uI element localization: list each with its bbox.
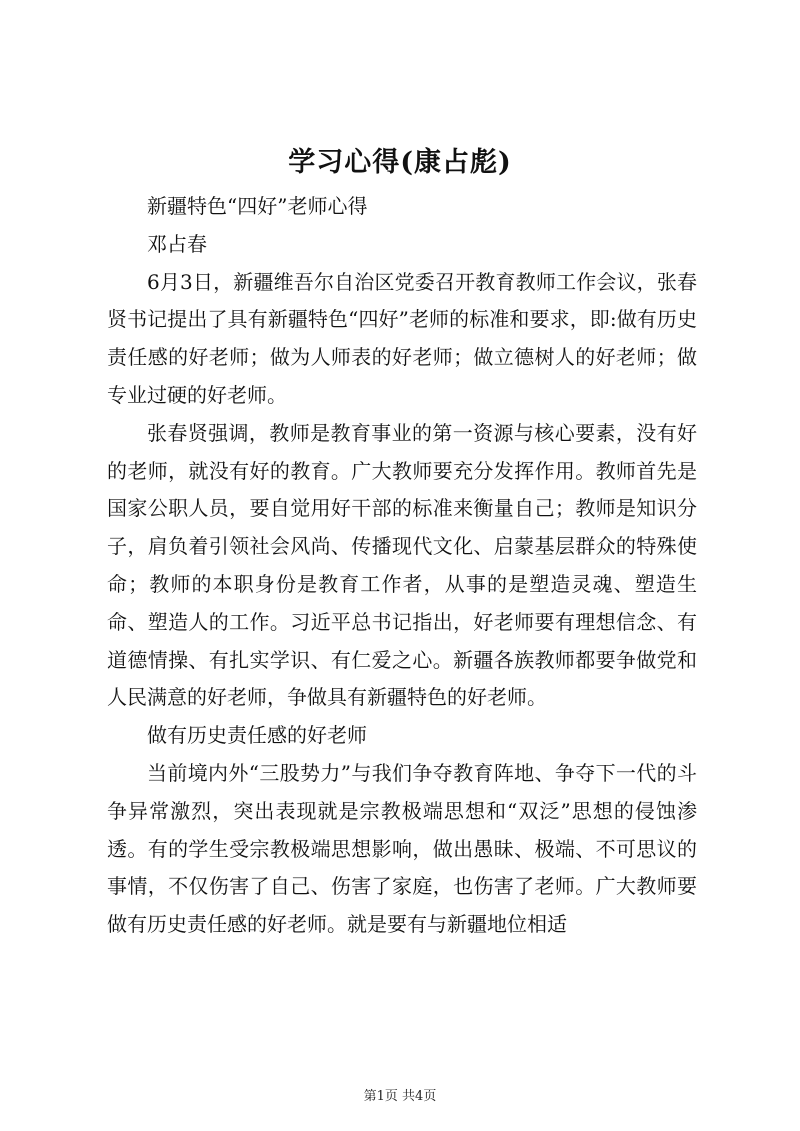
paragraph-current-situation: 当前境内外“三股势力”与我们争夺教育阵地、争夺下一代的斗争异常激烈，突出表现就是宗教极端思想和“双泛”思想的侵蚀渗透。有的学生受宗教极端思想影响，做出愚昧、极端、不可思议的事情，不仅伤害了自己、伤害了家庭，也伤害了老师。广大教师要做有历史责任感的好老师。就是要有与新疆地位相适 [107,760,697,937]
document-body [107,188,697,944]
paragraph-emphasis: 张春贤强调，教师是教育事业的第一资源与核心要素，没有好的老师，就没有好的教育。广大教师要充分发挥作用。教师首先是国家公职人员，要自觉用好干部的标准来衡量自己；教师是知识分子，肩负着引领社会风尚、传播现代文化、启蒙基层群众的特殊使命；教师的本职身份是教育工作者，从事的是塑造灵魂、塑造生命、塑造人的工作。习近平总书记指出，好老师要有理想信念、有道德情操、有扎实学识、有仁爱之心。新疆各族教师都要争做党和人民满意的好老师，争做具有新疆特色的好老师。 [107,420,697,710]
paragraph-subtitle: 新疆特色“四好”老师心得 [147,194,368,218]
paragraph-meeting: 6月3日，新疆维吾尔自治区党委召开教育教师工作会议，张春贤书记提出了具有新疆特色“四好”老师的标准和要求，即:做有历史责任感的好老师；做为人师表的好老师；做立德树人的好老师；做专业过硬的好老师。 [107,269,697,407]
page-footer: 第1页 共4页 [363,1089,437,1104]
page-title: 学习心得(康占彪) [288,147,512,178]
paragraph-section-heading: 做有历史责任感的好老师 [147,723,367,748]
paragraph-author: 邓占春 [147,231,207,256]
